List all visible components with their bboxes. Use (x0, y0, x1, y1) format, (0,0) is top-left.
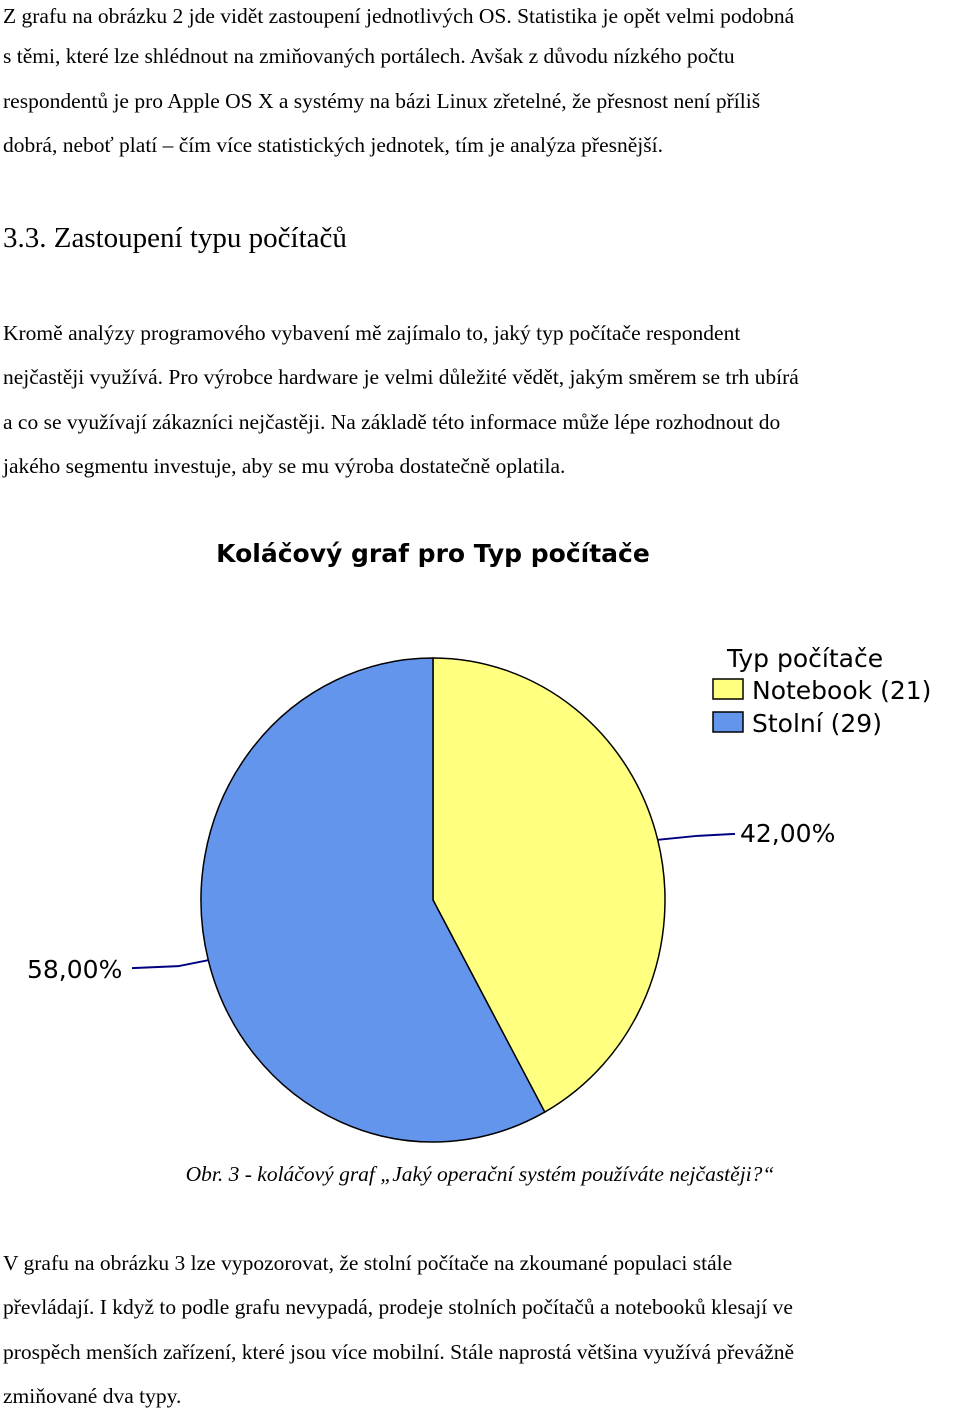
paragraph-line: dobrá, neboť platí – čím více statistických jednotek, tím je analýza přesnější. (3, 133, 663, 157)
pie-chart (0, 520, 960, 1160)
paragraph-line: nejčastěji využívá. Pro výrobce hardware je velmi důležité vědět, jakým směrem se trh ubírá (3, 365, 799, 389)
chart-title: Koláčový graf pro Typ počítače (216, 539, 650, 568)
figure-caption: Obr. 3 - koláčový graf „Jaký operační systém používáte nejčastěji?“ (185, 1162, 775, 1186)
legend-swatch-notebook (713, 679, 743, 699)
paragraph-line: respondentů je pro Apple OS X a systémy na bázi Linux zřetelné, že přesnost není příliš (3, 89, 761, 113)
legend (713, 644, 931, 738)
pie (201, 658, 665, 1142)
paragraph-line: Z grafu na obrázku 2 jde vidět zastoupení jednotlivých OS. Statistika je opět velmi podobná (3, 4, 795, 28)
paragraph-line: Kromě analýzy programového vybavení mě zajímalo to, jaký typ počítače respondent (3, 321, 741, 345)
paragraph-line: a co se využívají zákazníci nejčastěji. Na základě této informace může lépe rozhodnout do (3, 410, 781, 434)
legend-label-stolni: Stolní (29) (752, 709, 882, 738)
paragraph-line: prospěch menších zařízení, které jsou více mobilní. Stále naprostá většina využívá převážně (3, 1340, 795, 1364)
leader-line-notebook (658, 834, 735, 840)
paragraph-line: převládají. I když to podle grafu nevypadá, prodeje stolních počítačů a notebooků klesají ve (3, 1295, 793, 1319)
data-label-notebook: 42,00% (740, 819, 836, 848)
legend-title: Typ počítače (727, 644, 884, 673)
leader-line-stolni (132, 960, 208, 968)
paragraph-line: jakého segmentu investuje, aby se mu výroba dostatečně oplatila. (3, 454, 566, 478)
paragraph-line: V grafu na obrázku 3 lze vypozorovat, že stolní počítače na zkoumané populaci stále (3, 1251, 733, 1275)
legend-label-notebook: Notebook (21) (752, 676, 932, 705)
paragraph-line: zmiňované dva typy. (3, 1384, 182, 1408)
data-label-stolni: 58,00% (27, 955, 123, 984)
legend-swatch-stolni (713, 712, 743, 732)
paragraph-line: s těmi, které lze shlédnout na zmiňovaných portálech. Avšak z důvodu nízkého počtu (3, 44, 735, 68)
section-heading: 3.3. Zastoupení typu počítačů (3, 222, 347, 254)
